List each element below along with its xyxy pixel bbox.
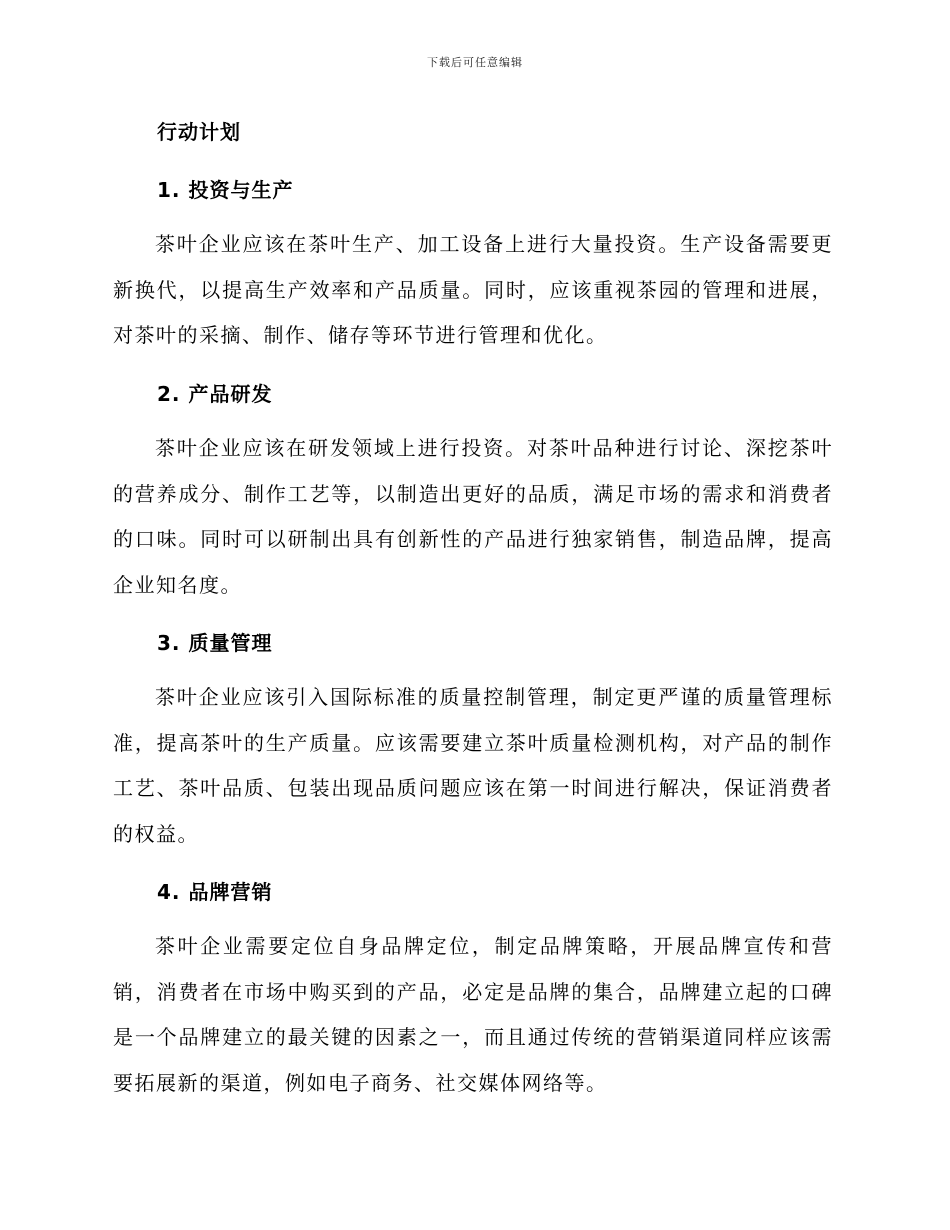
section-heading-branding: 4. 品牌营销 — [157, 880, 273, 904]
section-body-quality: 茶叶企业应该引入国际标准的质量控制管理，制定更严谨的质量管理标准，提高茶叶的生产质量。应该需要建立茶叶质量检测机构，对产品的制作工艺、茶叶品质、包装出现品质问题应该在第一时间进行解决，保证消费者的权益。 — [113, 685, 833, 846]
section-body-branding: 茶叶企业需要定位自身品牌定位，制定品牌策略，开展品牌宣传和营销，消费者在市场中购买到的产品，必定是品牌的集合，品牌建立起的口碑是一个品牌建立的最关键的因素之一，而且通过传统的营销渠道同样应该需要拓展新的渠道，例如电子商务、社交媒体网络等。 — [113, 934, 833, 1095]
section-heading-investment: 1. 投资与生产 — [157, 178, 294, 202]
section-body-rnd: 茶叶企业应该在研发领域上进行投资。对茶叶品种进行讨论、深挖茶叶的营养成分、制作工艺等，以制造出更好的品质，满足市场的需求和消费者的口味。同时可以研制出具有创新性的产品进行独家销售，制造品牌，提高企业知名度。 — [113, 436, 833, 597]
section-body-investment: 茶叶企业应该在茶叶生产、加工设备上进行大量投资。生产设备需要更新换代，以提高生产效率和产品质量。同时，应该重视茶园的管理和进展，对茶叶的采摘、制作、储存等环节进行管理和优化。 — [113, 232, 833, 347]
section-heading-rnd: 2. 产品研发 — [157, 382, 273, 406]
section-heading-quality: 3. 质量管理 — [157, 631, 273, 655]
document-title: 行动计划 — [157, 120, 241, 144]
header-note: 下载后可任意编辑 — [427, 56, 523, 69]
